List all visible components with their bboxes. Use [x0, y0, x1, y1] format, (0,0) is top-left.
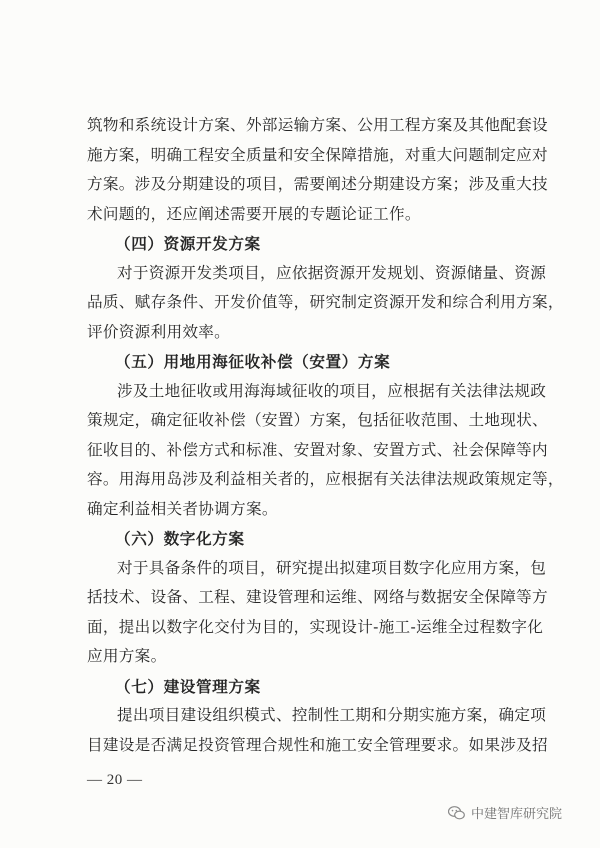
paragraph-line: 提出项目建设组织模式、控制性工期和分期实施方案，确定项 — [117, 706, 547, 724]
paragraph-line: 括技术、设备、工程、建设管理和运维、网络与数据安全保障等方 — [87, 588, 548, 606]
paragraph-line: 应用方案。 — [87, 647, 167, 665]
watermark-text: 中建智库研究院 — [471, 807, 563, 822]
watermark — [448, 803, 562, 822]
section-heading: （六）数字化方案 — [115, 529, 245, 548]
paragraph-line: 施方案，明确工程安全质量和安全保障措施，对重大问题制定应对 — [87, 145, 548, 164]
paragraph-line: 对于资源开发类项目，应依据资源开发规划、资源储量、资源 — [117, 263, 547, 282]
paragraph-line: 面，提出以数字化交付为目的，实现设计-施工-运维全过程数字化 — [87, 617, 544, 636]
document-body — [87, 111, 564, 760]
paragraph-line: 对于具备条件的项目，研究提出拟建项目数字化应用方案，包 — [117, 558, 547, 577]
section-heading: （四）资源开发方案 — [115, 234, 261, 253]
paragraph-line: 征收目的、补偿方式和标准、安置对象、安置方式、社会保障等内 — [87, 440, 548, 459]
paragraph-line: 品质、赋存条件、开发价值等，研究制定资源开发和综合利用方案， — [87, 293, 564, 311]
paragraph-line: 涉及土地征收或用海海域征收的项目，应根据有关法律法规政 — [117, 381, 547, 400]
section-heading: （五）用地用海征收补偿（安置）方案 — [115, 352, 391, 371]
paragraph-line: 目建设是否满足投资管理合规性和施工安全管理要求。如果涉及招 — [87, 735, 548, 754]
paragraph-line: 策规定，确定征收补偿（安置）方案，包括征收范围、土地现状、 — [87, 411, 548, 429]
paragraph-line: 筑物和系统设计方案、外部运输方案、公用工程方案及其他配套设 — [87, 116, 548, 134]
paragraph-line: 评价资源利用效率。 — [87, 322, 231, 341]
paragraph-line: 容。用海用岛涉及利益相关者的，应根据有关法律法规政策规定等， — [87, 470, 564, 488]
paragraph-line: 术问题的，还应阐述需要开展的专题论证工作。 — [87, 204, 421, 223]
paragraph-line: 确定利益相关者协调方案。 — [87, 499, 278, 518]
page-number: — 20 — — [87, 772, 143, 788]
paragraph-line: 方案。涉及分期建设的项目，需要阐述分期建设方案；涉及重大技 — [87, 175, 548, 193]
wechat-icon — [448, 806, 465, 820]
section-heading: （七）建设管理方案 — [115, 676, 261, 696]
